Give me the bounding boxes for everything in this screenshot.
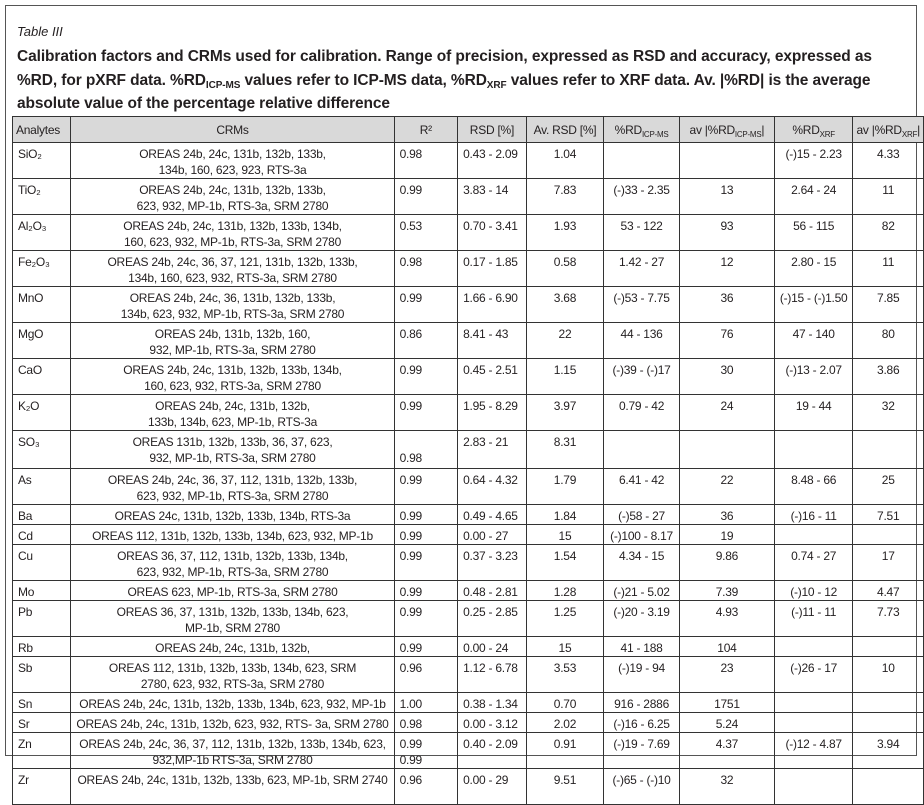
cell-rd-icp: 916 - 2886: [604, 693, 680, 713]
cell-crms: OREAS 24b, 24c, 131b, 132b, 623, 932, RTS- 3a, SRM 2780: [71, 713, 394, 733]
table-row: [13, 581, 924, 601]
cell-av-rd-xrf: 10: [853, 657, 924, 693]
header-crms: CRMs: [71, 117, 394, 143]
cell-rd-icp: [604, 143, 680, 179]
cell-av-rd-xrf: [853, 769, 924, 805]
cell-av-rd-icp: 7.39: [679, 581, 774, 601]
cell-av-rd-xrf: 11: [853, 251, 924, 287]
cell-analyte: As: [13, 469, 71, 505]
cell-rd-xrf: [774, 637, 853, 657]
cell-rd-icp: (-)19 - 7.69: [604, 733, 680, 769]
cell-av-rsd: 1.54: [526, 545, 603, 581]
cell-analyte: SO₃: [13, 431, 71, 469]
cell-analyte: TiO₂: [13, 179, 71, 215]
cell-av-rd-xrf: [853, 713, 924, 733]
cell-rd-icp: 44 - 136: [604, 323, 680, 359]
cell-rd-icp: (-)58 - 27: [604, 505, 680, 525]
cell-crms: OREAS 24b, 131b, 132b, 160, 932, MP-1b, RTS-3a, SRM 2780: [71, 323, 394, 359]
cell-analyte: Al₂O₃: [13, 215, 71, 251]
cell-analyte: CaO: [13, 359, 71, 395]
cell-rsd: 0.17 - 1.85: [458, 251, 527, 287]
cell-crms: OREAS 623, MP-1b, RTS-3a, SRM 2780: [71, 581, 394, 601]
cell-av-rd-xrf: 82: [853, 215, 924, 251]
cell-analyte: Fe₂O₃: [13, 251, 71, 287]
header-av-rd-xrf: [853, 117, 924, 143]
table-row: [13, 693, 924, 713]
cell-r2: 0.99: [394, 581, 457, 601]
cell-rsd: 0.45 - 2.51: [458, 359, 527, 395]
cell-analyte: SiO₂: [13, 143, 71, 179]
cell-av-rd-xrf: 32: [853, 395, 924, 431]
cell-av-rd-icp: [679, 143, 774, 179]
cell-crms: OREAS 24b, 24c, 36, 37, 121, 131b, 132b, 133b, 134b, 160, 623, 932, RTS-3a, SRM 2780: [71, 251, 394, 287]
cell-av-rd-xrf: [853, 431, 924, 469]
cell-rd-icp: (-)100 - 8.17: [604, 525, 680, 545]
cell-rd-icp: 53 - 122: [604, 215, 680, 251]
table-row: [13, 713, 924, 733]
cell-rsd: 0.40 - 2.09: [458, 733, 527, 769]
cell-rd-xrf: 2.64 - 24: [774, 179, 853, 215]
cell-rd-xrf: (-)15 - (-)1.50: [774, 287, 853, 323]
header-rd-icp: [604, 117, 680, 143]
cell-rd-icp: (-)19 - 94: [604, 657, 680, 693]
cell-rd-xrf: 8.48 - 66: [774, 469, 853, 505]
cell-av-rd-icp: 36: [679, 287, 774, 323]
cell-rd-xrf: [774, 431, 853, 469]
cell-av-rd-icp: 23: [679, 657, 774, 693]
cell-crms: OREAS 24b, 24c, 36, 131b, 132b, 133b, 134b, 623, 932, MP-1b, RTS-3a, SRM 2780: [71, 287, 394, 323]
cell-rsd: 0.70 - 3.41: [458, 215, 527, 251]
cell-av-rsd: 3.53: [526, 657, 603, 693]
cell-av-rd-xrf: [853, 637, 924, 657]
cell-r2: 1.00: [394, 693, 457, 713]
cell-rd-icp: 0.79 - 42: [604, 395, 680, 431]
cell-av-rsd: 0.91: [526, 733, 603, 769]
cell-crms: OREAS 24b, 24c, 36, 37, 112, 131b, 132b, 133b, 134b, 623, 932,MP-1b RTS-3a, SRM 2780: [71, 733, 394, 769]
cell-rsd: 0.37 - 3.23: [458, 545, 527, 581]
cell-rd-xrf: (-)12 - 4.87: [774, 733, 853, 769]
cell-av-rsd: 1.04: [526, 143, 603, 179]
cell-analyte: MgO: [13, 323, 71, 359]
cell-av-rd-xrf: 80: [853, 323, 924, 359]
cell-crms: OREAS 24b, 24c, 131b, 132b,: [71, 637, 394, 657]
table-row: [13, 359, 924, 395]
cell-av-rsd: 8.31: [526, 431, 603, 469]
cell-rd-xrf: 19 - 44: [774, 395, 853, 431]
cell-crms: OREAS 24b, 24c, 131b, 132b, 133b, 134b, 623, 932, MP-1b: [71, 693, 394, 713]
cell-rd-icp: 4.34 - 15: [604, 545, 680, 581]
header-subscript: ICP-MS: [734, 129, 762, 139]
cell-rd-icp: (-)33 - 2.35: [604, 179, 680, 215]
cell-crms: OREAS 24b, 24c, 131b, 132b, 133b, 623, MP-1b, SRM 2740: [71, 769, 394, 805]
cell-av-rd-icp: 1751: [679, 693, 774, 713]
header-subscript: ICP-MS: [641, 129, 669, 139]
table-body: [13, 143, 924, 805]
cell-av-rd-icp: 22: [679, 469, 774, 505]
caption-text: values refer to XRF data. Av. |%RD| is the average absolute value of the percentage relative difference: [17, 71, 871, 112]
table-caption: [17, 45, 912, 116]
cell-crms: OREAS 24b, 24c, 36, 37, 112, 131b, 132b, 133b, 623, 932, MP-1b, RTS-3a, SRM 2780: [71, 469, 394, 505]
header-r2: R²: [394, 117, 457, 143]
cell-analyte: Zn: [13, 733, 71, 769]
cell-rsd: 0.00 - 27: [458, 525, 527, 545]
cell-crms: OREAS 24b, 24c, 131b, 132b, 133b, 134b, 160, 623, 923, RTS-3a: [71, 143, 394, 179]
cell-rsd: 1.12 - 6.78: [458, 657, 527, 693]
cell-av-rd-xrf: 4.47: [853, 581, 924, 601]
header-text: av |%RD: [689, 122, 735, 137]
cell-crms: OREAS 112, 131b, 132b, 133b, 134b, 623, SRM 2780, 623, 932, RTS-3a, SRM 2780: [71, 657, 394, 693]
cell-av-rd-icp: 30: [679, 359, 774, 395]
cell-av-rsd: 3.97: [526, 395, 603, 431]
cell-rsd: 1.95 - 8.29: [458, 395, 527, 431]
cell-rd-icp: 41 - 188: [604, 637, 680, 657]
header-subscript: XRF: [819, 129, 835, 139]
cell-av-rsd: 15: [526, 525, 603, 545]
cell-rsd: 0.64 - 4.32: [458, 469, 527, 505]
table-row: [13, 143, 924, 179]
cell-analyte: K₂O: [13, 395, 71, 431]
cell-av-rd-xrf: 25: [853, 469, 924, 505]
header-av-rd-icp: [679, 117, 774, 143]
cell-av-rd-xrf: 3.94: [853, 733, 924, 769]
header-subscript: XRF: [901, 129, 918, 139]
cell-av-rsd: 0.58: [526, 251, 603, 287]
cell-rsd: 8.41 - 43: [458, 323, 527, 359]
caption-subscript: XRF: [486, 79, 507, 91]
cell-av-rsd: 9.51: [526, 769, 603, 805]
cell-rd-icp: [604, 431, 680, 469]
cell-rsd: 0.00 - 24: [458, 637, 527, 657]
cell-av-rsd: 3.68: [526, 287, 603, 323]
table-row: [13, 733, 924, 769]
cell-av-rsd: 1.28: [526, 581, 603, 601]
cell-analyte: Pb: [13, 601, 71, 637]
cell-av-rsd: 1.84: [526, 505, 603, 525]
cell-r2: 0.96: [394, 657, 457, 693]
header-text: %RD: [792, 122, 820, 137]
cell-rd-icp: (-)20 - 3.19: [604, 601, 680, 637]
cell-av-rsd: 15: [526, 637, 603, 657]
cell-av-rd-xrf: 4.33: [853, 143, 924, 179]
cell-crms: OREAS 24c, 131b, 132b, 133b, 134b, RTS-3a: [71, 505, 394, 525]
cell-rd-xrf: (-)13 - 2.07: [774, 359, 853, 395]
cell-av-rsd: 2.02: [526, 713, 603, 733]
cell-analyte: Sn: [13, 693, 71, 713]
cell-av-rd-xrf: [853, 693, 924, 713]
table-row: [13, 505, 924, 525]
cell-analyte: Zr: [13, 769, 71, 805]
cell-r2: 0.99: [394, 505, 457, 525]
cell-r2: 0.98: [394, 713, 457, 733]
cell-av-rd-xrf: 7.73: [853, 601, 924, 637]
cell-av-rsd: 7.83: [526, 179, 603, 215]
cell-av-rd-icp: 4.93: [679, 601, 774, 637]
cell-rd-xrf: [774, 713, 853, 733]
cell-rd-icp: (-)65 - (-)10: [604, 769, 680, 805]
cell-av-rsd: 1.15: [526, 359, 603, 395]
cell-analyte: Sr: [13, 713, 71, 733]
header-row: [13, 117, 924, 143]
cell-av-rd-xrf: 7.85: [853, 287, 924, 323]
cell-av-rd-icp: 9.86: [679, 545, 774, 581]
cell-analyte: Mo: [13, 581, 71, 601]
cell-rd-xrf: 2.80 - 15: [774, 251, 853, 287]
cell-r2: 0.99: [394, 637, 457, 657]
cell-rd-xrf: (-)10 - 12: [774, 581, 853, 601]
cell-r2: 0.98: [394, 251, 457, 287]
cell-rsd: 0.38 - 1.34: [458, 693, 527, 713]
caption-text: values refer to ICP-MS data, %RD: [240, 71, 487, 89]
cell-av-rd-icp: 19: [679, 525, 774, 545]
cell-crms: OREAS 24b, 24c, 131b, 132b, 133b, 134b, 160, 623, 932, MP-1b, RTS-3a, SRM 2780: [71, 215, 394, 251]
cell-av-rsd: 22: [526, 323, 603, 359]
cell-rd-xrf: [774, 525, 853, 545]
cell-r2: 0.99: [394, 545, 457, 581]
cell-rd-xrf: [774, 693, 853, 713]
table-row: [13, 469, 924, 505]
cell-rsd: 0.25 - 2.85: [458, 601, 527, 637]
cell-r2: 0.53: [394, 215, 457, 251]
table-row: [13, 179, 924, 215]
header-text: |: [917, 122, 920, 137]
cell-av-rd-icp: 32: [679, 769, 774, 805]
cell-r2: 0.99: [394, 287, 457, 323]
cell-crms: OREAS 131b, 132b, 133b, 36, 37, 623, 932, MP-1b, RTS-3a, SRM 2780: [71, 431, 394, 469]
cell-rd-icp: (-)39 - (-)17: [604, 359, 680, 395]
cell-av-rd-icp: 36: [679, 505, 774, 525]
table-row: [13, 287, 924, 323]
cell-rd-icp: (-)53 - 7.75: [604, 287, 680, 323]
cell-av-rsd: 0.70: [526, 693, 603, 713]
cell-rd-icp: (-)21 - 5.02: [604, 581, 680, 601]
cell-av-rd-xrf: 11: [853, 179, 924, 215]
cell-crms: OREAS 36, 37, 112, 131b, 132b, 133b, 134b, 623, 932, MP-1b, RTS-3a, SRM 2780: [71, 545, 394, 581]
cell-crms: OREAS 36, 37, 131b, 132b, 133b, 134b, 623, MP-1b, SRM 2780: [71, 601, 394, 637]
cell-r2: 0.98: [394, 143, 457, 179]
cell-analyte: Cu: [13, 545, 71, 581]
table-row: [13, 545, 924, 581]
table-row: [13, 657, 924, 693]
table-row: [13, 601, 924, 637]
table-row: [13, 323, 924, 359]
cell-rd-xrf: (-)16 - 11: [774, 505, 853, 525]
cell-rd-xrf: [774, 769, 853, 805]
table-label: Table III: [17, 24, 63, 39]
cell-av-rd-icp: 5.24: [679, 713, 774, 733]
cell-analyte: MnO: [13, 287, 71, 323]
table-row: [13, 431, 924, 469]
cell-r2: 0.98: [394, 431, 457, 469]
cell-av-rd-icp: 24: [679, 395, 774, 431]
calibration-table: [12, 116, 924, 805]
cell-av-rsd: 1.93: [526, 215, 603, 251]
cell-analyte: Cd: [13, 525, 71, 545]
cell-av-rd-icp: 13: [679, 179, 774, 215]
cell-rd-xrf: 0.74 - 27: [774, 545, 853, 581]
table-row: [13, 251, 924, 287]
cell-av-rsd: 1.25: [526, 601, 603, 637]
cell-rsd: 0.43 - 2.09: [458, 143, 527, 179]
cell-r2: 0.96: [394, 769, 457, 805]
table-row: [13, 525, 924, 545]
table-row: [13, 215, 924, 251]
table-row: [13, 395, 924, 431]
cell-av-rd-icp: 104: [679, 637, 774, 657]
header-rd-xrf: [774, 117, 853, 143]
cell-rsd: 0.49 - 4.65: [458, 505, 527, 525]
cell-av-rd-icp: 76: [679, 323, 774, 359]
cell-av-rd-icp: 12: [679, 251, 774, 287]
cell-rd-xrf: (-)11 - 11: [774, 601, 853, 637]
cell-av-rd-icp: 93: [679, 215, 774, 251]
cell-r2: 0.86: [394, 323, 457, 359]
cell-rsd: 0.48 - 2.81: [458, 581, 527, 601]
header-text: av |%RD: [856, 122, 902, 137]
cell-av-rd-xrf: 3.86: [853, 359, 924, 395]
header-rsd: RSD [%]: [458, 117, 527, 143]
cell-av-rsd: 1.79: [526, 469, 603, 505]
cell-av-rd-xrf: [853, 525, 924, 545]
cell-analyte: Ba: [13, 505, 71, 525]
table-row: [13, 637, 924, 657]
cell-rsd: 3.83 - 14: [458, 179, 527, 215]
cell-av-rd-xrf: 17: [853, 545, 924, 581]
cell-rd-icp: (-)16 - 6.25: [604, 713, 680, 733]
header-analytes: Analytes: [13, 117, 71, 143]
cell-crms: OREAS 24b, 24c, 131b, 132b, 133b, 134b, 160, 623, 932, RTS-3a, SRM 2780: [71, 359, 394, 395]
cell-rsd: 0.00 - 3.12: [458, 713, 527, 733]
cell-r2: 0.99: [394, 525, 457, 545]
header-text: |: [761, 122, 765, 137]
cell-av-rd-xrf: 7.51: [853, 505, 924, 525]
table-row: [13, 769, 924, 805]
cell-rd-xrf: (-)26 - 17: [774, 657, 853, 693]
cell-rsd: 0.00 - 29: [458, 769, 527, 805]
cell-rsd: 2.83 - 21: [458, 431, 527, 469]
cell-rd-xrf: (-)15 - 2.23: [774, 143, 853, 179]
cell-r2: 0.99: [394, 359, 457, 395]
cell-rd-icp: 1.42 - 27: [604, 251, 680, 287]
cell-rd-xrf: 56 - 115: [774, 215, 853, 251]
cell-rsd: 1.66 - 6.90: [458, 287, 527, 323]
cell-analyte: Sb: [13, 657, 71, 693]
caption-subscript: ICP-MS: [205, 79, 241, 91]
cell-r2: 0.99: [394, 395, 457, 431]
cell-r2: 0.99: [394, 469, 457, 505]
cell-crms: OREAS 24b, 24c, 131b, 132b, 133b, 623, 932, MP-1b, RTS-3a, SRM 2780: [71, 179, 394, 215]
cell-av-rd-icp: [679, 431, 774, 469]
header-av-rsd: Av. RSD [%]: [526, 117, 603, 143]
cell-crms: OREAS 112, 131b, 132b, 133b, 134b, 623, 932, MP-1b: [71, 525, 394, 545]
header-text: %RD: [614, 122, 642, 137]
cell-crms: OREAS 24b, 24c, 131b, 132b, 133b, 134b, 623, MP-1b, RTS-3a: [71, 395, 394, 431]
cell-r2: 0.99 0.99: [394, 733, 457, 769]
cell-av-rd-icp: 4.37: [679, 733, 774, 769]
cell-r2: 0.99: [394, 601, 457, 637]
cell-r2: 0.99: [394, 179, 457, 215]
cell-rd-xrf: 47 - 140: [774, 323, 853, 359]
cell-analyte: Rb: [13, 637, 71, 657]
cell-rd-icp: 6.41 - 42: [604, 469, 680, 505]
caption-text: Calibration factors and CRMs used for calibration. Range of precision, expressed as RSD and accuracy, expressed as %RD, for pXRF data. %RD: [17, 48, 872, 89]
